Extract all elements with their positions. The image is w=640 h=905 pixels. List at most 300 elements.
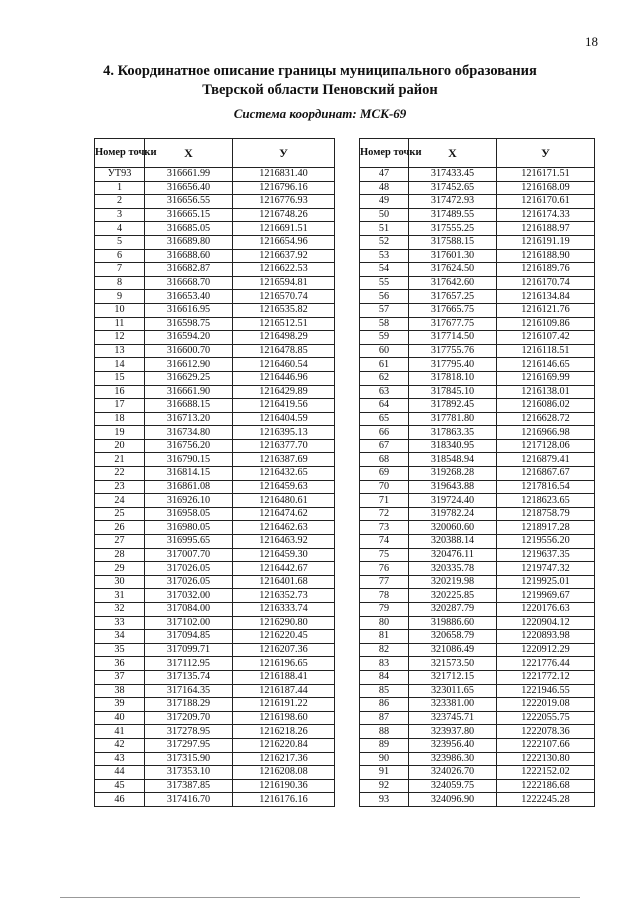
cell-y: 1221946.55 <box>497 684 595 698</box>
cell-y: 1216594.81 <box>233 276 335 290</box>
cell-point-number: 38 <box>95 684 145 698</box>
cell-point-number: 64 <box>360 399 409 413</box>
cell-point-number: 35 <box>95 643 145 657</box>
cell-x: 321086.49 <box>409 643 497 657</box>
cell-point-number: 52 <box>360 235 409 249</box>
table-row <box>360 670 595 684</box>
cell-point-number: 48 <box>360 181 409 195</box>
table-row <box>95 399 335 413</box>
cell-x: 317472.93 <box>409 195 497 209</box>
table-row <box>360 548 595 562</box>
table-row <box>360 698 595 712</box>
table-row <box>360 235 595 249</box>
table-row <box>95 507 335 521</box>
cell-point-number: 24 <box>95 494 145 508</box>
cell-point-number: 57 <box>360 303 409 317</box>
cell-x: 321573.50 <box>409 657 497 671</box>
table-row <box>95 535 335 549</box>
cell-x: 319724.40 <box>409 494 497 508</box>
cell-y: 1216748.26 <box>233 208 335 222</box>
cell-x: 316629.25 <box>145 371 233 385</box>
cell-y: 1216462.63 <box>233 521 335 535</box>
cell-point-number: 20 <box>95 439 145 453</box>
cell-point-number: 9 <box>95 290 145 304</box>
cell-y: 1216498.29 <box>233 331 335 345</box>
cell-x: 317433.45 <box>409 168 497 182</box>
table-row <box>360 562 595 576</box>
cell-x: 320335.78 <box>409 562 497 576</box>
cell-y: 1221776.44 <box>497 657 595 671</box>
cell-point-number: 23 <box>95 480 145 494</box>
cell-x: 316814.15 <box>145 467 233 481</box>
table-row <box>360 616 595 630</box>
table-row <box>95 290 335 304</box>
table-row <box>360 263 595 277</box>
cell-x: 317601.30 <box>409 249 497 263</box>
cell-x: 316926.10 <box>145 494 233 508</box>
cell-point-number: 7 <box>95 263 145 277</box>
cell-point-number: 86 <box>360 698 409 712</box>
cell-y: 1219925.01 <box>497 575 595 589</box>
cell-y: 1216478.85 <box>233 344 335 358</box>
cell-point-number: 10 <box>95 303 145 317</box>
cell-y: 1216170.74 <box>497 276 595 290</box>
cell-x: 317677.75 <box>409 317 497 331</box>
table-row <box>360 344 595 358</box>
cell-point-number: 59 <box>360 331 409 345</box>
cell-x: 317099.71 <box>145 643 233 657</box>
cell-x: 319886.60 <box>409 616 497 630</box>
cell-y: 1222078.36 <box>497 725 595 739</box>
cell-y: 1216086.02 <box>497 399 595 413</box>
table-row <box>95 643 335 657</box>
cell-point-number: 68 <box>360 453 409 467</box>
cell-y: 1222245.28 <box>497 793 595 807</box>
table-header-row <box>360 139 595 168</box>
cell-y: 1216442.67 <box>233 562 335 576</box>
table-row <box>95 630 335 644</box>
cell-point-number: 11 <box>95 317 145 331</box>
table-row <box>95 249 335 263</box>
cell-y: 1219969.67 <box>497 589 595 603</box>
cell-x: 320225.85 <box>409 589 497 603</box>
cell-point-number: 71 <box>360 494 409 508</box>
coordinates-table-right <box>359 138 595 807</box>
cell-y: 1216176.16 <box>233 793 335 807</box>
cell-y: 1216459.30 <box>233 548 335 562</box>
cell-point-number: 80 <box>360 616 409 630</box>
cell-y: 1216168.09 <box>497 181 595 195</box>
cell-y: 1216198.60 <box>233 711 335 725</box>
page-number: 18 <box>585 34 598 49</box>
table-row <box>95 276 335 290</box>
cell-point-number: 4 <box>95 222 145 236</box>
cell-y: 1216174.33 <box>497 208 595 222</box>
cell-y: 1221772.12 <box>497 670 595 684</box>
table-row <box>95 657 335 671</box>
cell-x: 316713.20 <box>145 412 233 426</box>
cell-x: 317084.00 <box>145 603 233 617</box>
cell-x: 321712.15 <box>409 670 497 684</box>
cell-point-number: 63 <box>360 385 409 399</box>
cell-y: 1216429.89 <box>233 385 335 399</box>
cell-point-number: 75 <box>360 548 409 562</box>
cell-point-number: 33 <box>95 616 145 630</box>
table-row <box>360 195 595 209</box>
header-y: У <box>497 139 595 168</box>
cell-y: 1216169.99 <box>497 371 595 385</box>
cell-x: 317102.00 <box>145 616 233 630</box>
cell-y: 1216190.36 <box>233 779 335 793</box>
cell-y: 1216352.73 <box>233 589 335 603</box>
cell-y: 1216196.65 <box>233 657 335 671</box>
cell-x: 317164.35 <box>145 684 233 698</box>
cell-point-number: 16 <box>95 385 145 399</box>
table-row <box>95 222 335 236</box>
cell-point-number: 84 <box>360 670 409 684</box>
cell-point-number: 36 <box>95 657 145 671</box>
cell-point-number: 93 <box>360 793 409 807</box>
cell-y: 1219556.20 <box>497 535 595 549</box>
cell-point-number: 41 <box>95 725 145 739</box>
cell-x: 317094.85 <box>145 630 233 644</box>
table-row <box>360 467 595 481</box>
table-row <box>360 385 595 399</box>
cell-y: 1220912.29 <box>497 643 595 657</box>
cell-point-number: 30 <box>95 575 145 589</box>
cell-x: 317665.75 <box>409 303 497 317</box>
table-row <box>95 603 335 617</box>
cell-y: 1216188.97 <box>497 222 595 236</box>
cell-x: 320476.11 <box>409 548 497 562</box>
table-row <box>95 575 335 589</box>
cell-y: 1216107.42 <box>497 331 595 345</box>
cell-x: 316734.80 <box>145 426 233 440</box>
cell-y: 1216208.08 <box>233 766 335 780</box>
cell-point-number: 29 <box>95 562 145 576</box>
cell-y: 1216622.53 <box>233 263 335 277</box>
cell-y: 1216118.51 <box>497 344 595 358</box>
cell-point-number: 73 <box>360 521 409 535</box>
table-row <box>95 426 335 440</box>
table-row <box>95 521 335 535</box>
cell-point-number: 62 <box>360 371 409 385</box>
cell-y: 1216171.51 <box>497 168 595 182</box>
cell-y: 1222019.08 <box>497 698 595 712</box>
cell-x: 316688.60 <box>145 249 233 263</box>
header-x: X <box>409 139 497 168</box>
cell-point-number: 32 <box>95 603 145 617</box>
table-body-left <box>95 168 335 807</box>
cell-y: 1216218.26 <box>233 725 335 739</box>
cell-y: 1216628.72 <box>497 412 595 426</box>
cell-x: 317714.50 <box>409 331 497 345</box>
table-row <box>360 412 595 426</box>
table-row <box>95 548 335 562</box>
cell-point-number: 49 <box>360 195 409 209</box>
table-row <box>360 222 595 236</box>
table-row <box>95 698 335 712</box>
cell-y: 1216404.59 <box>233 412 335 426</box>
cell-point-number: 1 <box>95 181 145 195</box>
table-row <box>360 208 595 222</box>
cell-point-number: 15 <box>95 371 145 385</box>
cell-y: 1216191.22 <box>233 698 335 712</box>
cell-y: 1219637.35 <box>497 548 595 562</box>
cell-x: 316668.70 <box>145 276 233 290</box>
cell-x: 317755.76 <box>409 344 497 358</box>
table-row <box>95 670 335 684</box>
table-row <box>95 317 335 331</box>
table-row <box>360 738 595 752</box>
table-row <box>360 453 595 467</box>
cell-x: 317588.15 <box>409 235 497 249</box>
cell-y: 1217128.06 <box>497 439 595 453</box>
cell-y: 1216432.65 <box>233 467 335 481</box>
table-row <box>95 779 335 793</box>
cell-y: 1216146.65 <box>497 358 595 372</box>
cell-y: 1216134.84 <box>497 290 595 304</box>
cell-x: 316661.99 <box>145 168 233 182</box>
table-row <box>95 344 335 358</box>
cell-y: 1216463.92 <box>233 535 335 549</box>
table-row <box>360 371 595 385</box>
cell-x: 317387.85 <box>145 779 233 793</box>
cell-point-number: 53 <box>360 249 409 263</box>
cell-x: 317135.74 <box>145 670 233 684</box>
cell-x: 318548.94 <box>409 453 497 467</box>
cell-x: 317555.25 <box>409 222 497 236</box>
cell-point-number: 70 <box>360 480 409 494</box>
cell-y: 1222107.66 <box>497 738 595 752</box>
cell-x: 317845.10 <box>409 385 497 399</box>
cell-x: 317026.05 <box>145 562 233 576</box>
cell-y: 1216419.56 <box>233 399 335 413</box>
cell-y: 1216109.86 <box>497 317 595 331</box>
table-row <box>95 711 335 725</box>
cell-x: 319268.28 <box>409 467 497 481</box>
cell-point-number: 2 <box>95 195 145 209</box>
table-row <box>360 507 595 521</box>
cell-y: 1216188.41 <box>233 670 335 684</box>
table-row <box>360 399 595 413</box>
cell-point-number: 40 <box>95 711 145 725</box>
table-row <box>360 603 595 617</box>
cell-y: 1216831.40 <box>233 168 335 182</box>
cell-x: 317209.70 <box>145 711 233 725</box>
cell-x: 316980.05 <box>145 521 233 535</box>
cell-point-number: 78 <box>360 589 409 603</box>
cell-point-number: 39 <box>95 698 145 712</box>
cell-y: 1216189.76 <box>497 263 595 277</box>
cell-x: 316682.87 <box>145 263 233 277</box>
cell-x: 317818.10 <box>409 371 497 385</box>
cell-point-number: 19 <box>95 426 145 440</box>
cell-y: 1216867.67 <box>497 467 595 481</box>
cell-point-number: 25 <box>95 507 145 521</box>
cell-y: 1216170.61 <box>497 195 595 209</box>
cell-point-number: 87 <box>360 711 409 725</box>
table-row <box>360 331 595 345</box>
cell-y: 1216220.84 <box>233 738 335 752</box>
cell-y: 1216290.80 <box>233 616 335 630</box>
table-row <box>95 385 335 399</box>
table-row <box>95 793 335 807</box>
cell-x: 316616.95 <box>145 303 233 317</box>
cell-x: 316958.05 <box>145 507 233 521</box>
table-row <box>95 303 335 317</box>
cell-point-number: 28 <box>95 548 145 562</box>
cell-point-number: 13 <box>95 344 145 358</box>
table-row <box>360 494 595 508</box>
cell-x: 317489.55 <box>409 208 497 222</box>
cell-x: 324026.70 <box>409 766 497 780</box>
cell-point-number: 90 <box>360 752 409 766</box>
cell-x: 319643.88 <box>409 480 497 494</box>
cell-x: 316600.70 <box>145 344 233 358</box>
cell-point-number: 58 <box>360 317 409 331</box>
cell-y: 1216138.01 <box>497 385 595 399</box>
cell-point-number: 76 <box>360 562 409 576</box>
table-header-row <box>95 139 335 168</box>
cell-point-number: 56 <box>360 290 409 304</box>
cell-x: 316653.40 <box>145 290 233 304</box>
cell-x: 317781.80 <box>409 412 497 426</box>
table-row <box>360 317 595 331</box>
cell-point-number: 45 <box>95 779 145 793</box>
cell-x: 317188.29 <box>145 698 233 712</box>
cell-x: 317657.25 <box>409 290 497 304</box>
table-row <box>95 453 335 467</box>
cell-x: 316594.20 <box>145 331 233 345</box>
cell-x: 317416.70 <box>145 793 233 807</box>
table-row <box>360 358 595 372</box>
cell-point-number: 92 <box>360 779 409 793</box>
cell-x: 316790.15 <box>145 453 233 467</box>
table-row <box>360 684 595 698</box>
cell-point-number: 81 <box>360 630 409 644</box>
table-row <box>360 290 595 304</box>
table-row <box>360 752 595 766</box>
cell-y: 1216377.70 <box>233 439 335 453</box>
table-row <box>95 480 335 494</box>
cell-y: 1216474.62 <box>233 507 335 521</box>
table-row <box>360 589 595 603</box>
cell-point-number: 27 <box>95 535 145 549</box>
table-row <box>95 684 335 698</box>
header-point-number: Номер точки <box>360 139 409 168</box>
cell-x: 316689.80 <box>145 235 233 249</box>
table-row <box>360 779 595 793</box>
cell-point-number: 54 <box>360 263 409 277</box>
cell-point-number: 5 <box>95 235 145 249</box>
cell-x: 317315.90 <box>145 752 233 766</box>
cell-point-number: 66 <box>360 426 409 440</box>
cell-x: 320060.60 <box>409 521 497 535</box>
cell-x: 323381.00 <box>409 698 497 712</box>
cell-point-number: 74 <box>360 535 409 549</box>
table-row <box>95 766 335 780</box>
cell-x: 317642.60 <box>409 276 497 290</box>
cell-y: 1216387.69 <box>233 453 335 467</box>
document-title <box>0 62 640 100</box>
cell-point-number: 8 <box>95 276 145 290</box>
table-row <box>95 562 335 576</box>
cell-y: 1222152.02 <box>497 766 595 780</box>
cell-point-number: 67 <box>360 439 409 453</box>
cell-x: 317863.35 <box>409 426 497 440</box>
cell-x: 320388.14 <box>409 535 497 549</box>
cell-y: 1216459.63 <box>233 480 335 494</box>
cell-point-number: 77 <box>360 575 409 589</box>
cell-y: 1216966.98 <box>497 426 595 440</box>
cell-x: 316995.65 <box>145 535 233 549</box>
cell-x: 317026.05 <box>145 575 233 589</box>
cell-y: 1216188.90 <box>497 249 595 263</box>
table-row <box>95 331 335 345</box>
cell-y: 1216446.96 <box>233 371 335 385</box>
cell-x: 317892.45 <box>409 399 497 413</box>
cell-point-number: 83 <box>360 657 409 671</box>
cell-x: 323937.80 <box>409 725 497 739</box>
cell-y: 1216570.74 <box>233 290 335 304</box>
cell-point-number: 14 <box>95 358 145 372</box>
table-row <box>360 168 595 182</box>
header-y: У <box>233 139 335 168</box>
cell-x: 320658.79 <box>409 630 497 644</box>
cell-point-number: 89 <box>360 738 409 752</box>
cell-point-number: 72 <box>360 507 409 521</box>
table-row <box>95 412 335 426</box>
cell-x: 316656.40 <box>145 181 233 195</box>
table-row <box>95 725 335 739</box>
coordinates-table-left <box>94 138 335 807</box>
cell-y: 1216333.74 <box>233 603 335 617</box>
cell-x: 316598.75 <box>145 317 233 331</box>
cell-point-number: 37 <box>95 670 145 684</box>
cell-y: 1216191.19 <box>497 235 595 249</box>
cell-x: 320219.98 <box>409 575 497 589</box>
cell-y: 1218758.79 <box>497 507 595 521</box>
table-row <box>360 766 595 780</box>
cell-x: 317795.40 <box>409 358 497 372</box>
cell-x: 316665.15 <box>145 208 233 222</box>
cell-y: 1216395.13 <box>233 426 335 440</box>
cell-point-number: 12 <box>95 331 145 345</box>
cell-x: 317297.95 <box>145 738 233 752</box>
cell-point-number: 46 <box>95 793 145 807</box>
cell-point-number: 79 <box>360 603 409 617</box>
cell-point-number: 50 <box>360 208 409 222</box>
title-line-1: 4. Координатное описание границы муниципального образования <box>103 63 537 79</box>
table-row <box>95 752 335 766</box>
table-row <box>95 168 335 182</box>
cell-point-number: 34 <box>95 630 145 644</box>
cell-y: 1216207.36 <box>233 643 335 657</box>
table-row <box>360 521 595 535</box>
cell-y: 1220893.98 <box>497 630 595 644</box>
cell-y: 1216401.68 <box>233 575 335 589</box>
cell-x: 323956.40 <box>409 738 497 752</box>
cell-point-number: 51 <box>360 222 409 236</box>
cell-x: 324096.90 <box>409 793 497 807</box>
cell-x: 316612.90 <box>145 358 233 372</box>
table-row <box>360 249 595 263</box>
cell-y: 1222130.80 <box>497 752 595 766</box>
cell-point-number: 44 <box>95 766 145 780</box>
table-row <box>95 195 335 209</box>
table-row <box>360 535 595 549</box>
